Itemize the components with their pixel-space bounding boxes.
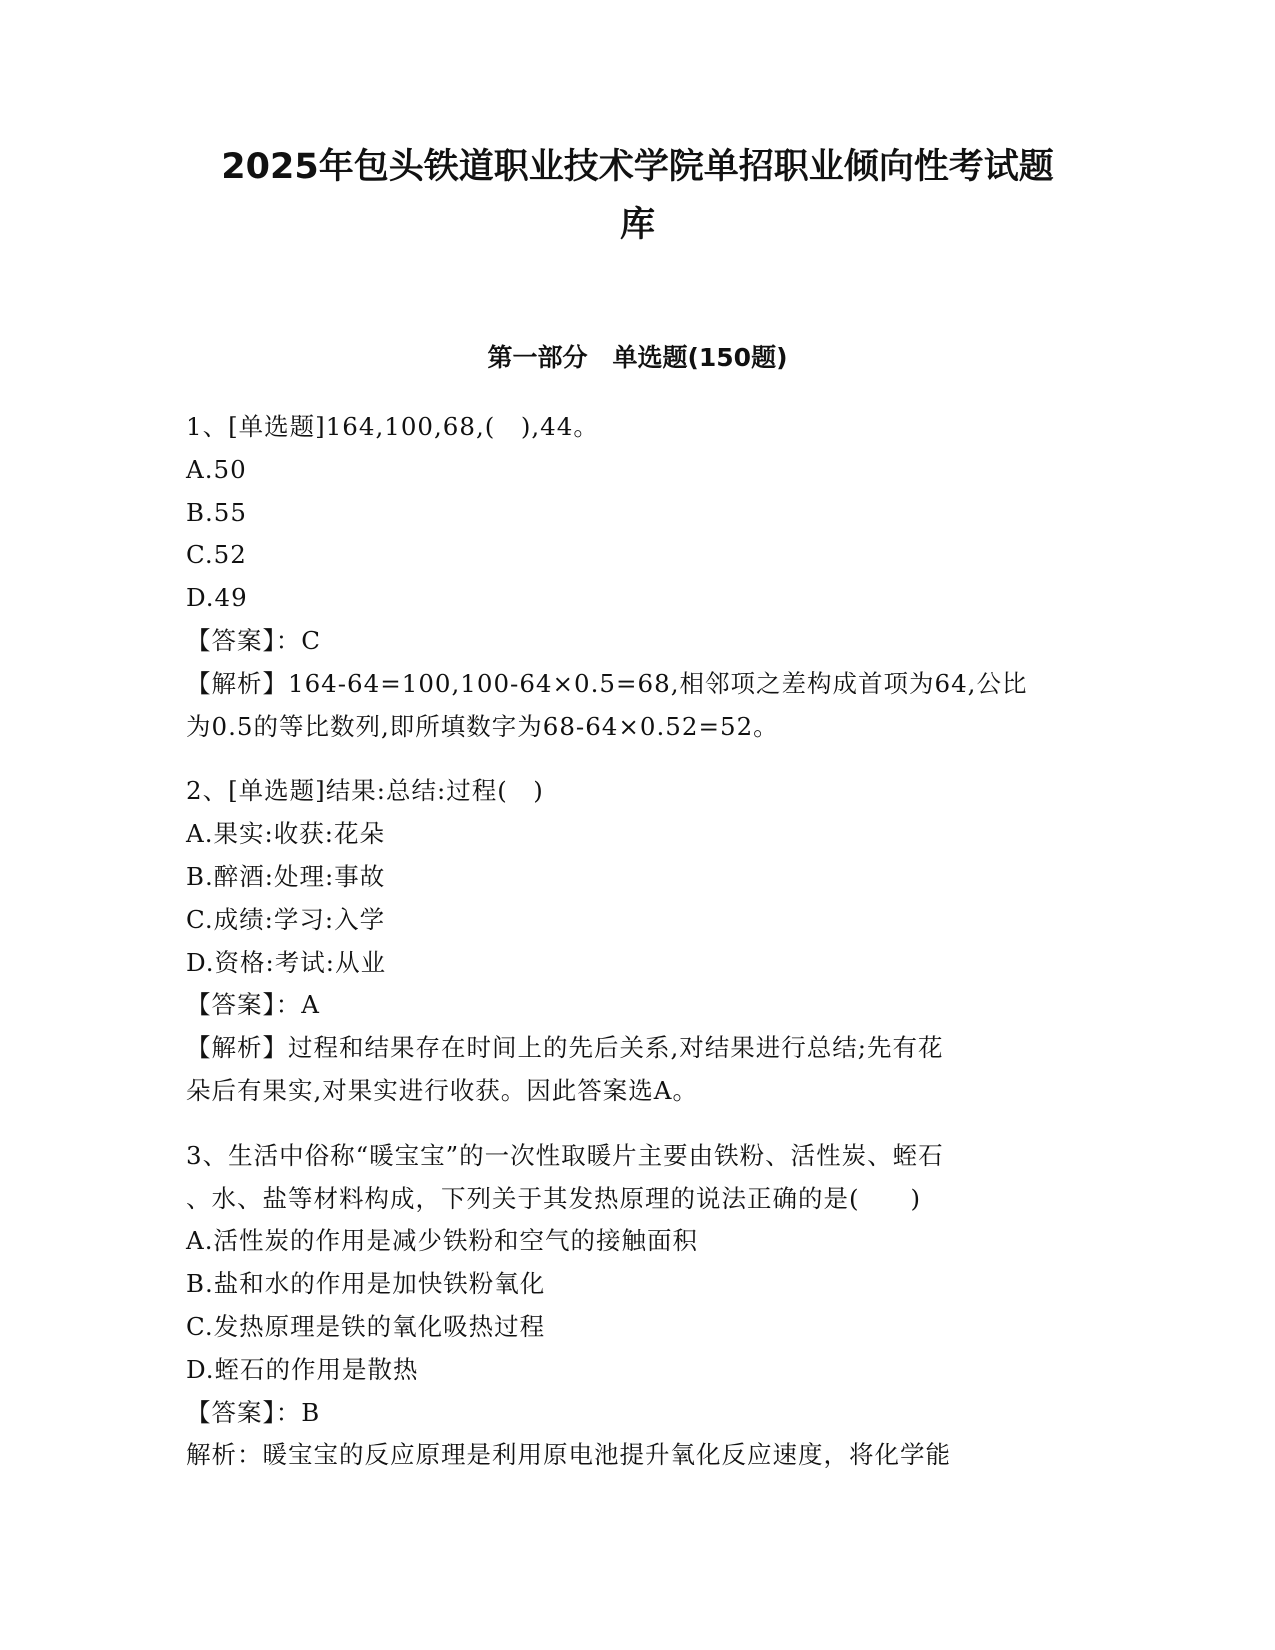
option-d: D.49 <box>186 583 248 613</box>
option-c: C.成绩:学习:入学 <box>186 904 386 934</box>
option-c: C.52 <box>186 540 247 570</box>
option-b: B.醉酒:处理:事故 <box>186 861 386 891</box>
option-b: B.55 <box>186 497 247 527</box>
option-d: D.资格:考试:从业 <box>186 947 387 977</box>
option-b: B.盐和水的作用是加快铁粉氧化 <box>186 1269 546 1299</box>
analysis-line: 朵后有果实,对果实进行收获。因此答案选A。 <box>186 1075 698 1105</box>
section-heading: 第一部分 单选题(150题) <box>487 343 788 372</box>
analysis-line: 【解析】过程和结果存在时间上的先后关系,对结果进行总结;先有花 <box>186 1033 944 1063</box>
answer-line: 【答案】：B <box>186 1397 321 1427</box>
option-d: D.蛭石的作用是散热 <box>186 1354 419 1384</box>
answer-line: 【答案】：A <box>186 990 320 1020</box>
analysis-line: 为0.5的等比数列,即所填数字为68-64×0.52=52。 <box>186 711 779 741</box>
document-title <box>150 138 1125 254</box>
question-3 <box>186 1135 1086 1477</box>
question-stem: 3、生活中俗称“暖宝宝”的一次性取暖片主要由铁粉、活性炭、蛭石 <box>186 1140 944 1170</box>
question-1 <box>186 406 1086 748</box>
title-line-2: 库 <box>619 205 655 245</box>
analysis-line: 解析：暖宝宝的反应原理是利用原电池提升氧化反应速度，将化学能 <box>186 1440 951 1470</box>
option-a: A.活性炭的作用是减少铁粉和空气的接触面积 <box>186 1226 698 1256</box>
question-stem: 2、[单选题]结果:总结:过程( ) <box>186 776 544 806</box>
question-gap <box>186 1113 1086 1135</box>
question-2 <box>186 770 1086 1112</box>
option-c: C.发热原理是铁的氧化吸热过程 <box>186 1311 546 1341</box>
answer-line: 【答案】：C <box>186 625 321 655</box>
question-gap <box>186 748 1086 770</box>
question-stem: 、水、盐等材料构成，下列关于其发热原理的说法正确的是( ) <box>186 1183 922 1213</box>
question-list <box>186 406 1086 1477</box>
option-a: A.果实:收获:花朵 <box>186 819 385 849</box>
option-a: A.50 <box>186 454 247 484</box>
title-line-1: 2025年包头铁道职业技术学院单招职业倾向性考试题 <box>221 147 1054 187</box>
analysis-line: 【解析】164-64=100,100-64×0.5=68,相邻项之差构成首项为64,公比 <box>186 668 1028 698</box>
question-stem: 1、[单选题]164,100,68,( ),44。 <box>186 412 599 441</box>
